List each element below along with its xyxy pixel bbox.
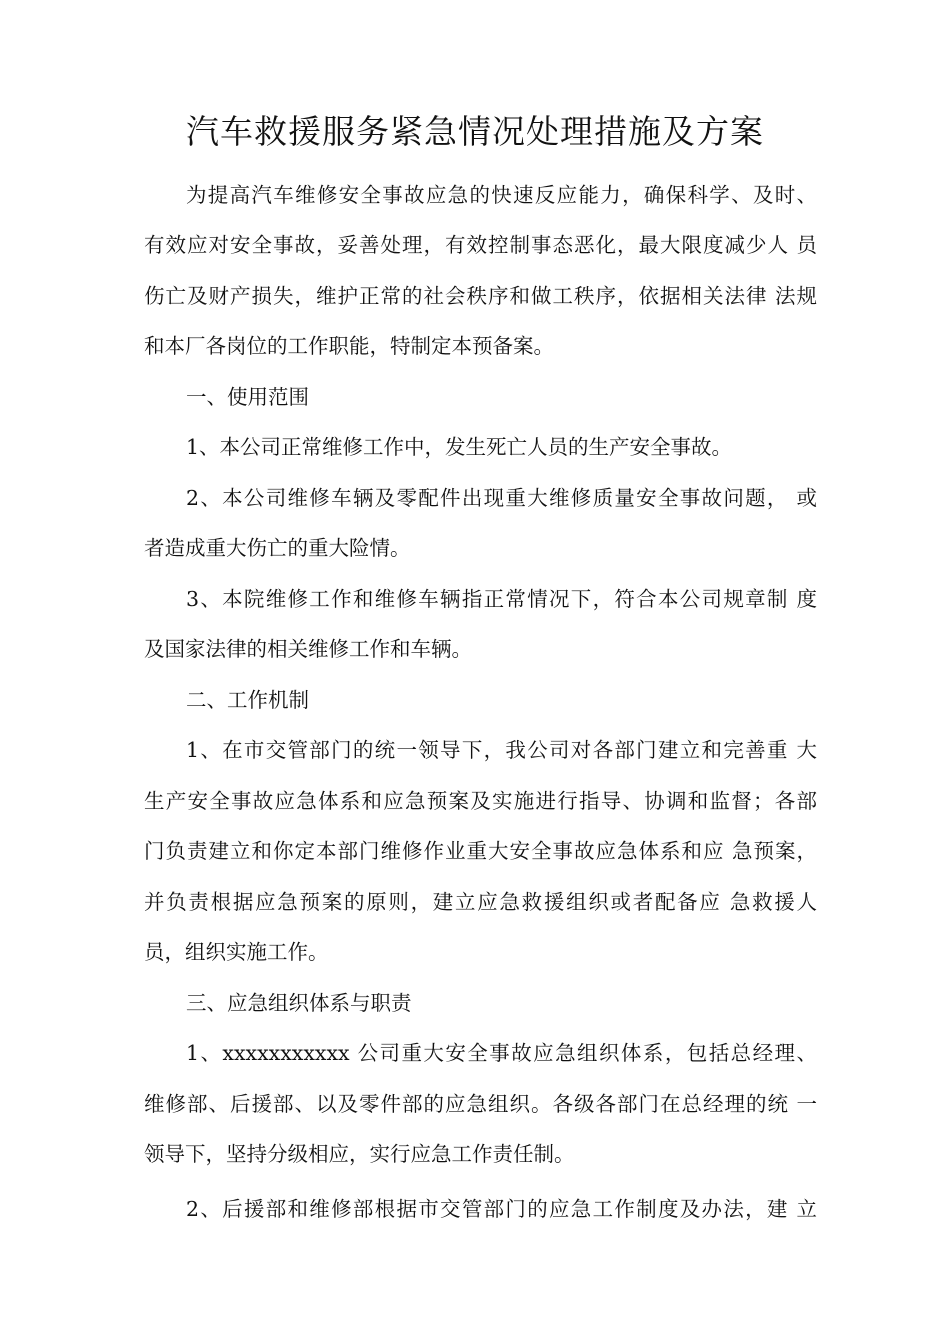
paragraph-line: 及国家法律的相关维修工作和车辆。 xyxy=(144,637,472,661)
paragraph-line: 和本厂各岗位的工作职能，特制定本预备案。 xyxy=(144,334,554,358)
paragraph-line: 1、在市交管部门的统一领导下，我公司对各部门建立和完善重 大 xyxy=(186,738,817,762)
paragraph-line: 领导下，坚持分级相应，实行应急工作责任制。 xyxy=(144,1142,575,1166)
document-title: 汽车救援服务紧急情况处理措施及方案 xyxy=(186,112,764,151)
paragraph-line: 伤亡及财产损失，维护正常的社会秩序和做工秩序，依据相关法律 法规 xyxy=(144,284,817,308)
section-heading: 二、工作机制 xyxy=(186,688,309,712)
paragraph-line: 为提高汽车维修安全事故应急的快速反应能力，确保科学、及时、 xyxy=(186,183,817,207)
paragraph-line: 有效应对安全事故，妥善处理，有效控制事态恶化，最大限度减少人 员 xyxy=(144,233,817,257)
paragraph-line: 员，组织实施工作。 xyxy=(144,940,329,964)
paragraph-line: 2、后援部和维修部根据市交管部门的应急工作制度及办法，建 立 xyxy=(186,1197,817,1221)
paragraph-line: 1、本公司正常维修工作中，发生死亡人员的生产安全事故。 xyxy=(186,435,733,459)
section-heading: 三、应急组织体系与职责 xyxy=(186,991,412,1015)
paragraph-line: 1、xxxxxxxxxxx 公司重大安全事故应急组织体系，包括总经理、 xyxy=(186,1041,817,1065)
paragraph-line: 生产安全事故应急体系和应急预案及实施进行指导、协调和监督；各部 xyxy=(144,789,817,813)
paragraph-line: 并负责根据应急预案的原则，建立应急救援组织或者配备应 急救援人 xyxy=(144,890,817,914)
paragraph-line: 者造成重大伤亡的重大险情。 xyxy=(144,536,411,560)
paragraph-line: 3、本院维修工作和维修车辆指正常情况下，符合本公司规章制 度 xyxy=(186,587,817,611)
paragraph-line: 维修部、后援部、以及零件部的应急组织。各级各部门在总经理的统 一 xyxy=(144,1092,817,1116)
paragraph-line: 门负责建立和你定本部门维修作业重大安全事故应急体系和应 急预案， xyxy=(144,839,817,863)
paragraph-line: 2、本公司维修车辆及零配件出现重大维修质量安全事故问题， 或 xyxy=(186,486,817,510)
section-heading: 一、使用范围 xyxy=(186,385,309,409)
